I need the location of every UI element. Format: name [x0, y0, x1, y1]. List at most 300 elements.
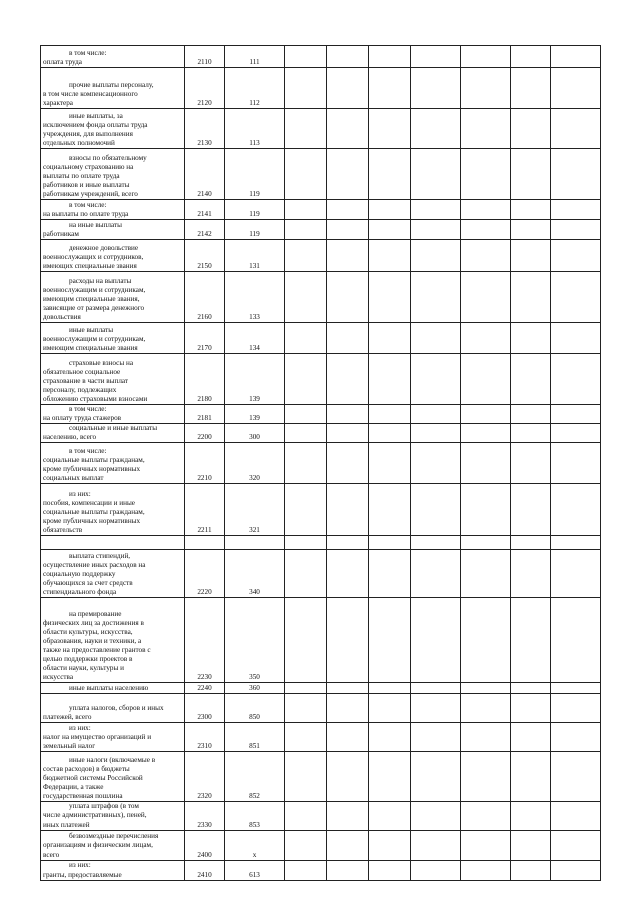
row-name-cell	[41, 424, 185, 443]
table-row	[41, 200, 601, 220]
amount-cell	[369, 550, 411, 598]
amount-cell	[461, 683, 511, 694]
table-row	[41, 149, 601, 200]
amount-cell	[551, 323, 601, 354]
row-name-line: искусства	[43, 673, 74, 682]
row-name-line: иные налоги (включаемые в	[69, 755, 156, 764]
budget-classification-code-cell: 360	[225, 683, 285, 694]
row-name-line: обложению страховыми взносами	[43, 394, 148, 403]
row-name-line: военнослужащим и сотрудникам,	[43, 334, 146, 343]
row-name-line: образования, науки и техники, а	[43, 636, 142, 645]
budget-classification-code-cell: 139	[225, 405, 285, 424]
amount-cell	[285, 354, 327, 405]
row-code-cell: 2181	[185, 405, 225, 424]
amount-cell	[327, 240, 369, 272]
table-row	[41, 752, 601, 802]
amount-cell	[285, 240, 327, 272]
budget-classification-code-cell: 133	[225, 272, 285, 323]
amount-cell	[551, 109, 601, 149]
amount-cell	[369, 860, 411, 880]
amount-cell	[411, 683, 461, 694]
budget-classification-code-cell: 119	[225, 200, 285, 220]
amount-cell	[369, 723, 411, 752]
amount-cell	[285, 802, 327, 830]
amount-cell	[411, 149, 461, 200]
table-row	[41, 68, 601, 109]
row-code-cell: 2130	[185, 109, 225, 149]
amount-cell	[369, 752, 411, 802]
amount-cell	[461, 200, 511, 220]
amount-cell	[461, 752, 511, 802]
row-name-line: оплата труда	[43, 57, 82, 66]
amount-cell	[411, 323, 461, 354]
amount-cell	[369, 830, 411, 860]
row-name-cell	[41, 550, 185, 598]
budget-classification-code-cell: 350	[225, 598, 285, 683]
row-name-cell	[41, 598, 185, 683]
row-code-cell	[185, 536, 225, 550]
row-name-cell	[41, 272, 185, 323]
amount-cell	[551, 46, 601, 68]
amount-cell	[327, 424, 369, 443]
amount-cell	[327, 109, 369, 149]
row-name-line: в том числе:	[69, 447, 107, 455]
row-name-line: иные выплаты	[69, 325, 114, 334]
amount-cell	[551, 723, 601, 752]
amount-cell	[411, 443, 461, 484]
row-name-line: физических лиц за достижения в	[43, 618, 144, 627]
amount-cell	[369, 220, 411, 240]
row-name-line: кроме публичных нормативных	[43, 465, 141, 474]
amount-cell	[411, 68, 461, 109]
amount-cell	[411, 405, 461, 424]
row-name-line: состав расходов) в бюджеты	[43, 765, 130, 773]
amount-cell	[327, 752, 369, 802]
amount-cell	[327, 272, 369, 323]
budget-classification-code-cell: 111	[225, 46, 285, 68]
row-name-line: на выплаты по оплате труда	[43, 209, 129, 218]
budget-classification-code-cell: 300	[225, 424, 285, 443]
amount-cell	[285, 46, 327, 68]
amount-cell	[369, 323, 411, 354]
amount-cell	[327, 550, 369, 598]
row-name-line: на иные выплаты	[69, 220, 122, 229]
amount-cell	[285, 405, 327, 424]
amount-cell	[551, 272, 601, 323]
row-code-cell: 2320	[185, 752, 225, 802]
amount-cell	[511, 830, 551, 860]
amount-cell	[461, 723, 511, 752]
amount-cell	[285, 694, 327, 723]
amount-cell	[327, 802, 369, 830]
amount-cell	[285, 723, 327, 752]
amount-cell	[551, 354, 601, 405]
amount-cell	[461, 323, 511, 354]
amount-cell	[511, 484, 551, 536]
amount-cell	[461, 240, 511, 272]
amount-cell	[327, 723, 369, 752]
table-row	[41, 424, 601, 443]
amount-cell	[369, 405, 411, 424]
amount-cell	[551, 240, 601, 272]
amount-cell	[285, 484, 327, 536]
budget-classification-code-cell: 113	[225, 109, 285, 149]
budget-classification-code-cell: 112	[225, 68, 285, 109]
row-name-line: из них:	[69, 861, 91, 870]
row-name-line: в том числе:	[69, 48, 107, 57]
amount-cell	[461, 354, 511, 405]
row-name-cell	[41, 354, 185, 405]
budget-classification-code-cell: 853	[225, 802, 285, 830]
row-name-line: военнослужащим и сотрудникам,	[43, 285, 146, 294]
amount-cell	[285, 443, 327, 484]
amount-cell	[461, 860, 511, 880]
amount-cell	[551, 405, 601, 424]
amount-cell	[327, 149, 369, 200]
budget-classification-code-cell: 851	[225, 723, 285, 752]
amount-cell	[461, 484, 511, 536]
row-name-line: военнослужащих и сотрудников,	[43, 252, 144, 261]
amount-cell	[511, 68, 551, 109]
table-row	[41, 683, 601, 694]
row-name-line: персоналу, подлежащих	[43, 385, 117, 394]
row-name-line: социальному страхованию на	[43, 162, 134, 171]
amount-cell	[411, 240, 461, 272]
row-name-line: работников и иные выплаты	[43, 180, 130, 189]
amount-cell	[511, 405, 551, 424]
table-row	[41, 860, 601, 880]
amount-cell	[551, 598, 601, 683]
row-name-line: на премирование	[69, 609, 122, 618]
table-row	[41, 694, 601, 723]
row-code-cell: 2140	[185, 149, 225, 200]
row-name-line: безвозмездные перечисления	[69, 832, 159, 841]
table-row	[41, 802, 601, 830]
row-name-line: выплата стипендий,	[69, 551, 131, 560]
budget-classification-code-cell: 321	[225, 484, 285, 536]
amount-cell	[327, 200, 369, 220]
row-name-cell	[41, 46, 185, 68]
amount-cell	[369, 240, 411, 272]
amount-cell	[327, 405, 369, 424]
row-name-line: страхование в части выплат	[43, 376, 129, 385]
amount-cell	[551, 68, 601, 109]
amount-cell	[369, 484, 411, 536]
row-name-line: социальные и иные выплаты	[69, 424, 158, 433]
amount-cell	[411, 46, 461, 68]
row-name-cell	[41, 723, 185, 752]
row-name-line: иные выплаты населению	[69, 684, 149, 693]
amount-cell	[511, 694, 551, 723]
table-row	[41, 405, 601, 424]
row-name-line: в том числе:	[69, 200, 107, 209]
row-name-line: обучающихся за счет средств	[43, 579, 133, 588]
row-code-cell: 2110	[185, 46, 225, 68]
row-name-line: земельный налог	[43, 742, 96, 751]
amount-cell	[327, 830, 369, 860]
amount-cell	[285, 424, 327, 443]
row-name-line: области науки, культуры и	[43, 664, 124, 673]
row-name-line: налог на имущество организаций и	[43, 733, 152, 742]
row-name-line: социальные выплаты гражданам,	[43, 456, 145, 465]
amount-cell	[327, 220, 369, 240]
budget-classification-code-cell: x	[225, 830, 285, 860]
row-name-line: числе административных), пеней,	[43, 811, 147, 820]
row-name-line: обязательств	[43, 526, 83, 535]
amount-cell	[285, 550, 327, 598]
amount-cell	[551, 443, 601, 484]
amount-cell	[411, 424, 461, 443]
budget-classification-code-cell: 613	[225, 860, 285, 880]
row-name-line: иные выплаты, за	[69, 111, 123, 120]
row-name-line: иных платежей	[43, 820, 90, 829]
amount-cell	[511, 240, 551, 272]
row-name-line: характера	[43, 98, 73, 107]
amount-cell	[511, 109, 551, 149]
amount-cell	[327, 46, 369, 68]
row-name-cell	[41, 323, 185, 354]
budget-table-sheet	[40, 45, 600, 881]
amount-cell	[285, 272, 327, 323]
amount-cell	[369, 443, 411, 484]
row-code-cell: 2120	[185, 68, 225, 109]
row-name-cell	[41, 405, 185, 424]
row-code-cell: 2170	[185, 323, 225, 354]
amount-cell	[511, 802, 551, 830]
amount-cell	[551, 550, 601, 598]
row-name-line: стипендиального фонда	[43, 588, 117, 597]
amount-cell	[411, 802, 461, 830]
amount-cell	[411, 860, 461, 880]
amount-cell	[285, 830, 327, 860]
table-row	[41, 723, 601, 752]
table-row	[41, 240, 601, 272]
amount-cell	[511, 723, 551, 752]
amount-cell	[461, 272, 511, 323]
amount-cell	[551, 424, 601, 443]
amount-cell	[551, 802, 601, 830]
table-row	[41, 46, 601, 68]
row-name-cell	[41, 149, 185, 200]
amount-cell	[511, 323, 551, 354]
row-name-line: обязательное социальное	[43, 367, 121, 376]
amount-cell	[551, 536, 601, 550]
table-row	[41, 272, 601, 323]
amount-cell	[327, 443, 369, 484]
row-name-line: организациям и физическим лицам,	[43, 841, 153, 850]
budget-classification-code-cell: 850	[225, 694, 285, 723]
table-row	[41, 443, 601, 484]
row-name-line: уплата штрафов (в том	[69, 802, 139, 811]
amount-cell	[327, 536, 369, 550]
amount-cell	[327, 683, 369, 694]
row-name-cell	[41, 200, 185, 220]
row-name-line: платежей, всего	[43, 713, 92, 722]
amount-cell	[461, 109, 511, 149]
row-name-line: зависящие от размера денежного	[43, 303, 145, 312]
table-row	[41, 354, 601, 405]
budget-classification-code-cell	[225, 536, 285, 550]
row-name-line: работникам учреждений, всего	[43, 189, 138, 198]
amount-cell	[369, 68, 411, 109]
amount-cell	[461, 443, 511, 484]
table-row	[41, 220, 601, 240]
amount-cell	[411, 536, 461, 550]
row-name-line: прочие выплаты персоналу,	[69, 80, 154, 89]
row-name-cell	[41, 683, 185, 694]
table-row	[41, 484, 601, 536]
table-row	[41, 109, 601, 149]
row-name-line: области культуры, искусства,	[43, 627, 133, 636]
amount-cell	[511, 200, 551, 220]
amount-cell	[511, 536, 551, 550]
amount-cell	[327, 323, 369, 354]
amount-cell	[285, 598, 327, 683]
row-name-line: довольствия	[43, 312, 81, 321]
row-name-line: денежное довольствие	[69, 243, 139, 252]
amount-cell	[511, 550, 551, 598]
row-name-line: из них:	[69, 489, 91, 498]
amount-cell	[511, 424, 551, 443]
amount-cell	[461, 405, 511, 424]
row-name-line: социальных выплат	[43, 474, 104, 483]
amount-cell	[285, 683, 327, 694]
row-name-line: кроме публичных нормативных	[43, 517, 141, 526]
row-name-line: социальную поддержку	[43, 570, 116, 579]
amount-cell	[285, 752, 327, 802]
budget-classification-code-cell: 134	[225, 323, 285, 354]
row-name-cell	[41, 752, 185, 802]
table-row	[41, 550, 601, 598]
amount-cell	[327, 860, 369, 880]
row-name-line: работникам	[43, 229, 79, 238]
amount-cell	[461, 424, 511, 443]
row-name-line: уплата налогов, сборов и иных	[69, 704, 164, 713]
amount-cell	[461, 46, 511, 68]
amount-cell	[369, 683, 411, 694]
row-code-cell: 2410	[185, 860, 225, 880]
row-code-cell: 2400	[185, 830, 225, 860]
row-name-line: целью поддержки проектов в	[43, 655, 133, 664]
budget-classification-code-cell: 119	[225, 220, 285, 240]
table-row	[41, 536, 601, 550]
row-name-cell	[41, 220, 185, 240]
amount-cell	[369, 694, 411, 723]
amount-cell	[369, 46, 411, 68]
row-code-cell: 2211	[185, 484, 225, 536]
amount-cell	[285, 536, 327, 550]
row-code-cell: 2150	[185, 240, 225, 272]
amount-cell	[285, 68, 327, 109]
amount-cell	[551, 200, 601, 220]
amount-cell	[461, 536, 511, 550]
row-name-line: в том числе:	[69, 405, 107, 413]
row-name-line: выплаты по оплате труда	[43, 171, 120, 180]
amount-cell	[411, 830, 461, 860]
amount-cell	[551, 860, 601, 880]
row-name-cell	[41, 484, 185, 536]
amount-cell	[411, 550, 461, 598]
amount-cell	[411, 598, 461, 683]
budget-classification-code-cell: 131	[225, 240, 285, 272]
amount-cell	[461, 802, 511, 830]
amount-cell	[551, 220, 601, 240]
amount-cell	[411, 200, 461, 220]
amount-cell	[511, 272, 551, 323]
amount-cell	[511, 149, 551, 200]
amount-cell	[369, 272, 411, 323]
row-code-cell: 2141	[185, 200, 225, 220]
row-name-line: имеющих специальные звания	[43, 261, 137, 270]
row-name-line: в том числе компенсационного	[43, 89, 138, 98]
row-name-line: взносы по обязательному	[69, 153, 147, 162]
row-name-cell	[41, 830, 185, 860]
row-code-cell: 2310	[185, 723, 225, 752]
budget-classification-code-cell: 852	[225, 752, 285, 802]
row-name-cell	[41, 860, 185, 880]
amount-cell	[369, 109, 411, 149]
table-row	[41, 323, 601, 354]
amount-cell	[411, 694, 461, 723]
row-name-line: из них:	[69, 724, 91, 733]
amount-cell	[461, 694, 511, 723]
row-name-line: исключением фонда оплаты труда	[43, 120, 148, 129]
amount-cell	[285, 109, 327, 149]
amount-cell	[411, 752, 461, 802]
table-row	[41, 830, 601, 860]
row-code-cell: 2220	[185, 550, 225, 598]
budget-classification-code-cell: 139	[225, 354, 285, 405]
amount-cell	[327, 484, 369, 536]
amount-cell	[551, 694, 601, 723]
table-row	[41, 598, 601, 683]
amount-cell	[285, 149, 327, 200]
row-name-line: учреждения, для выполнения	[43, 129, 133, 138]
amount-cell	[369, 424, 411, 443]
amount-cell	[369, 149, 411, 200]
row-code-cell: 2180	[185, 354, 225, 405]
row-name-line: имеющим специальные звания	[43, 343, 138, 352]
budget-classification-code-cell: 119	[225, 149, 285, 200]
row-name-cell	[41, 240, 185, 272]
expenditure-table	[40, 45, 601, 881]
amount-cell	[411, 484, 461, 536]
row-name-line: гранты, предоставляемые	[43, 870, 122, 879]
amount-cell	[511, 220, 551, 240]
row-code-cell: 2142	[185, 220, 225, 240]
amount-cell	[511, 354, 551, 405]
row-name-line: населению, всего	[43, 433, 97, 442]
amount-cell	[411, 723, 461, 752]
row-code-cell: 2240	[185, 683, 225, 694]
amount-cell	[551, 830, 601, 860]
budget-classification-code-cell: 320	[225, 443, 285, 484]
amount-cell	[411, 109, 461, 149]
row-name-line: отдельных полномочий	[43, 138, 115, 147]
row-code-cell: 2160	[185, 272, 225, 323]
row-name-cell	[41, 443, 185, 484]
row-name-line: также на предоставление грантов с	[43, 646, 151, 654]
amount-cell	[327, 68, 369, 109]
amount-cell	[511, 598, 551, 683]
amount-cell	[285, 200, 327, 220]
amount-cell	[369, 802, 411, 830]
row-name-line: пособия, компенсации и иные	[43, 499, 135, 507]
amount-cell	[551, 752, 601, 802]
amount-cell	[511, 752, 551, 802]
row-name-line: социальные выплаты гражданам,	[43, 508, 145, 517]
amount-cell	[285, 323, 327, 354]
